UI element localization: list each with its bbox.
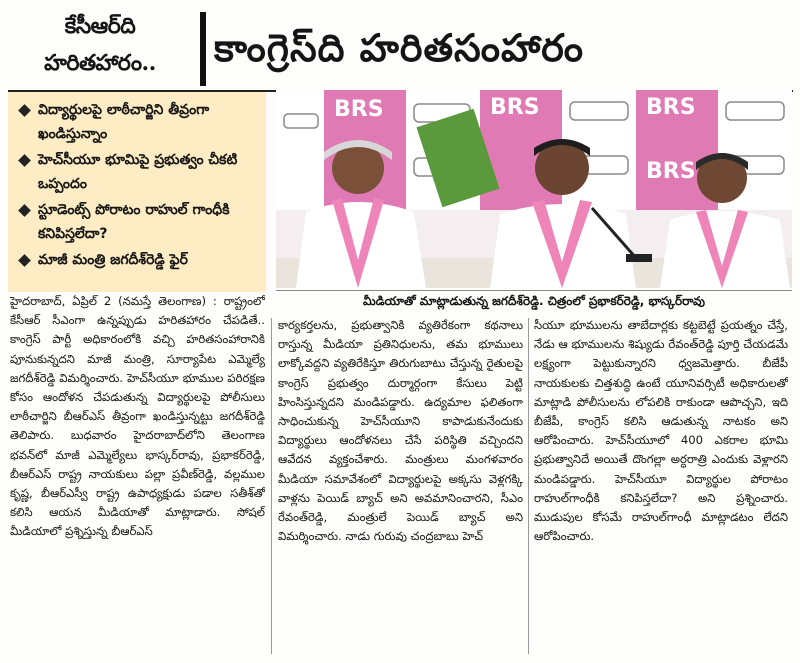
article-column-2: కార్యకర్తలను, ప్రభుత్వానికి వ్యతిరేకంగా కథనాలు రాస్తున్న మీడియా ప్రతినిధులను, తమ భూములు లాక్కోవద్దని వ్యతిరేకిస్తూ తిరుగుబాటు చేస్తున్న రైతులపై కాంగ్రెస్ ప్రభుత్వం దుర్మార్గంగా కేసులు పెట్టి హింసిస్తున్నదని మండిపడ్డారు. ఉద్యమాల ఫలితంగా సాధించుకున్న హెచ్‌సీయూని కాపాడుకునేందుకు విద్యార్థులు ఆందోళనలు చేసే పరిస్థితి వచ్చిందని ఆవేదన వ్యక్తంచేశారు. మంత్రులు మంగళవారం మీడియా సమావేశంలో విద్యార్థులపై అక్కసు వెళ్లగక్కి వాళ్లను పెయిడ్ బ్యాచ్ అని అవమానించారని, సీఎం రేవంత్‌రెడ్డి, మంత్రులే పెయిడ్ బ్యాచ్ అని విమర్శించారు. నాడు గురువు చంద్రబాబు హెచ్ (278, 318, 523, 544)
article-column-1: హైదరాబాద్, ఏప్రిల్ 2 (నమస్తే తెలంగాణ) : రాష్ట్రంలో కేసీఆర్ సీఎంగా ఉన్నప్పుడు హరితహారం చేపడితే.. కాంగ్రెస్ పార్టీ అధికారంలోకి వచ్చి హరితసంహారానికి పూనుకున్నదని మాజీ మంత్రి, సూర్యాపేట ఎమ్మెల్యే జగదీశ్‌రెడ్డి విమర్శించారు. హెచ్‌సీయూ భూముల పరిరక్షణ కోసం ఆందోళన చేపడుతున్న విద్యార్థులపై పోలీసులు లాఠీచార్జిని బీఆర్‌ఎస్ తీవ్రంగా ఖండిస్తున్నట్టు జగదీశ్‌రెడ్డి తెలిపారు. బుధవారం హైదరాబాద్‌లోని తెలంగాణ భవన్‌లో మాజీ ఎమ్మెల్యేలు భాస్కర్‌రావు, ప్రభాకర్‌రెడ్డి, బీఆర్‌ఎస్ రాష్ట్ర నాయకులు పల్లా ప్రవీణ్‌రెడ్డి, వల్లముల కృష్ణ, బీఆర్‌ఎస్వీ రాష్ట్ర ఉపాధ్యక్షుడు పడాల సతీశ్‌తో కలిసి ఆయన మీడియాతో మాట్లాడారు. సోషల్ మీడియాలో ప్రశ్నిస్తున్న బీఆర్‌ఎస్ (10, 294, 265, 539)
kicker-line-1: కేసీఆర్‌ది (64, 13, 136, 39)
photo-caption: మీడియాతో మాట్లాడుతున్న జగదీశ్‌రెడ్డి. చిత్రంలో ప్రభాకర్‌రెడ్డి, భాస్కర్‌రావు (276, 290, 792, 312)
press-meet-illustration (276, 90, 792, 288)
kicker (10, 8, 190, 88)
column-rule (271, 318, 272, 654)
press-meet-photo (276, 90, 792, 288)
column-rule (528, 318, 529, 654)
brs-banner-text: BRS (646, 159, 696, 184)
article-column-3: సీయూ భూములను తాబేదార్లకు కట్టబెట్టే ప్రయత్నం చేస్తే, నేడు ఆ భూములను శిష్యుడు రేవంత్‌రెడ్డి పూర్తి చేయడమే లక్ష్యంగా పెట్టుకున్నారని ధ్వజమెత్తారు. బీజేపీ నాయకులకు చిత్తశుద్ధి ఉంటే యూనివర్సిటీ అధికారులతో మాట్లాడి పోలీసులను లోపలికి రాకుండా ఆపొచ్చని, ఇది బీజేపీ, కాంగ్రెస్ కలిసి ఆడుతున్న నాటకం అని ఆరోపించారు. హెచ్‌సీయూలో 400 ఎకరాల భూమి ప్రభుత్వానిదే అయితే దొంగల్లా అర్ధరాత్రి ఎందుకు వెళ్లారని మండిపడ్డారు. హెచ్‌సీయూ విద్యార్థుల పోరాటం రాహుల్‌గాంధీకి కనిపిస్తలేదా? అని ప్రశ్నించారు. ముడుపుల కోసమే రాహుల్‌గాంధీ మాట్లాడటం లేదని ఆరోపించారు. (534, 318, 788, 544)
kicker-line-2: హరితహారం.. (44, 50, 156, 76)
highlight-item: స్టూడెంట్స్ పోరాటం రాహుల్ గాంధీకి కనిపిస్తలేదా? (18, 198, 260, 246)
headline: కాంగ్రెస్‌ది హరితసంహారం (214, 25, 585, 70)
headline-divider (200, 12, 206, 86)
highlights-box (8, 92, 266, 292)
highlight-item: మాజీ మంత్రి జగదీశ్‌రెడ్డి ఫైర్ (18, 248, 260, 272)
brs-banner-text: BRS (490, 95, 540, 120)
highlight-item: హెచ్‌సీయూ భూమిపై ప్రభుత్వం చీకటి ఒప్పందం (18, 148, 260, 196)
highlight-item: విద్యార్థులపై లాఠీచార్జిని తీవ్రంగా ఖండిస్తున్నాం (18, 98, 260, 146)
brs-banner-text: BRS (646, 95, 696, 120)
brs-banner-text: BRS (334, 97, 384, 122)
